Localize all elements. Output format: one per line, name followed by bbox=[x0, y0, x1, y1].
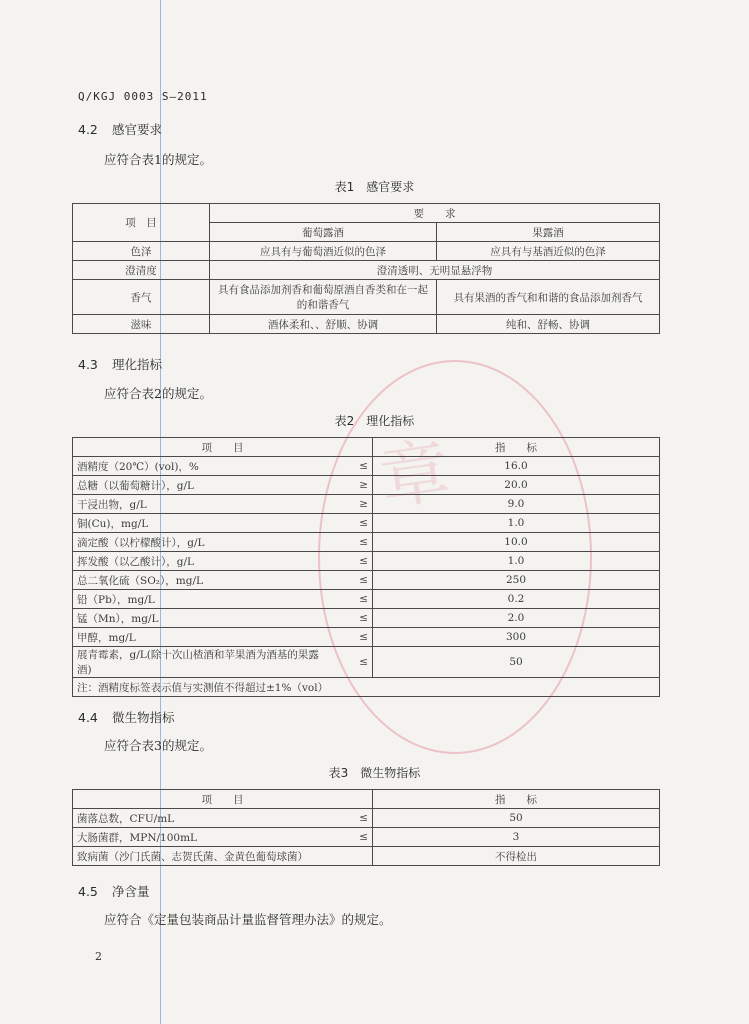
table-cell: ≤ bbox=[324, 647, 373, 678]
table3-col-item: 项 目 bbox=[73, 790, 373, 809]
table-cell: ≤ bbox=[324, 533, 373, 552]
table3-micro bbox=[72, 789, 660, 866]
table-cell: 酒体柔和、、舒顺、协调 bbox=[210, 315, 437, 334]
table-row bbox=[73, 495, 660, 514]
table-cell: ≤ bbox=[324, 514, 373, 533]
table-cell: 50 bbox=[373, 809, 660, 828]
table-cell: 3 bbox=[373, 828, 660, 847]
table2-note: 注：酒精度标签表示值与实测值不得超过±1%（vol） bbox=[73, 678, 660, 697]
table-cell: ≤ bbox=[324, 457, 373, 476]
section-4-4-text: 应符合表3的规定。 bbox=[104, 738, 212, 753]
table-cell: ≤ bbox=[324, 571, 373, 590]
table-cell: 应具有与基酒近似的色泽 bbox=[437, 242, 660, 261]
table2-col-val: 指 标 bbox=[373, 438, 660, 457]
table-cell: 10.0 bbox=[373, 533, 660, 552]
page-number: 2 bbox=[95, 950, 102, 963]
table-row bbox=[73, 571, 660, 590]
table-cell: 挥发酸（以乙酸计），g/L bbox=[73, 552, 325, 571]
document-code: Q/KGJ 0003 S—2011 bbox=[78, 90, 208, 103]
section-number: 4.3 bbox=[78, 357, 98, 372]
table-cell: 50 bbox=[373, 647, 660, 678]
table-note-row bbox=[73, 678, 660, 697]
table-cell: 300 bbox=[373, 628, 660, 647]
section-4-5-text: 应符合《定量包装商品计量监督管理办法》的规定。 bbox=[104, 912, 392, 927]
table-row bbox=[73, 533, 660, 552]
table-cell: 澄清透明、无明显悬浮物 bbox=[210, 261, 660, 280]
table2-caption: 表2 理化指标 bbox=[334, 414, 415, 428]
table-cell: ≤ bbox=[324, 552, 373, 571]
table1-col-item: 项 目 bbox=[73, 204, 210, 242]
table-cell: 锰（Mn），mg/L bbox=[73, 609, 325, 628]
table-cell: ≤ bbox=[324, 628, 373, 647]
section-title: 净含量 bbox=[112, 884, 150, 899]
section-4-2-heading bbox=[78, 120, 162, 138]
table-cell: 0.2 bbox=[373, 590, 660, 609]
table-cell: 1.0 bbox=[373, 552, 660, 571]
table-cell: 干浸出物，g/L bbox=[73, 495, 325, 514]
section-number: 4.5 bbox=[78, 884, 98, 899]
table-cell: 铅（Pb），mg/L bbox=[73, 590, 325, 609]
table-cell: 大肠菌群，MPN/100mL bbox=[73, 828, 325, 847]
table-cell: 具有食品添加剂香和葡萄原酒自香类和在一起的和谐香气 bbox=[210, 280, 437, 315]
section-title: 微生物指标 bbox=[112, 710, 175, 725]
table-cell: ≤ bbox=[324, 828, 373, 847]
table-cell: ≥ bbox=[324, 476, 373, 495]
official-seal-mark: 章 bbox=[374, 429, 456, 521]
table1-col-b: 果露酒 bbox=[437, 223, 660, 242]
table1-col-req: 要 求 bbox=[210, 204, 660, 223]
section-number: 4.4 bbox=[78, 710, 98, 725]
table-row bbox=[73, 514, 660, 533]
table-cell: 总糖（以葡萄糖计），g/L bbox=[73, 476, 325, 495]
section-4-5-heading bbox=[78, 882, 150, 900]
table-cell: 滋味 bbox=[73, 315, 210, 334]
table-cell: 酒精度（20℃）(vol)，% bbox=[73, 457, 325, 476]
table3-caption: 表3 微生物指标 bbox=[328, 766, 421, 780]
table2-body bbox=[73, 457, 660, 697]
table-row bbox=[73, 809, 660, 828]
table-cell: 香气 bbox=[73, 280, 210, 315]
section-title: 感官要求 bbox=[112, 122, 163, 137]
table-cell: 纯和、舒畅、协调 bbox=[437, 315, 660, 334]
table-row bbox=[73, 476, 660, 495]
table-cell: 澄清度 bbox=[73, 261, 210, 280]
table-row bbox=[73, 242, 660, 261]
table3-col-val: 指 标 bbox=[373, 790, 660, 809]
table-row bbox=[73, 847, 660, 866]
table-row bbox=[73, 828, 660, 847]
section-4-3-text: 应符合表2的规定。 bbox=[104, 386, 212, 401]
table-cell: 菌落总数，CFU/mL bbox=[73, 809, 325, 828]
table-cell: 9.0 bbox=[373, 495, 660, 514]
table-row bbox=[73, 315, 660, 334]
table-cell: 具有果酒的香气和和谐的食品添加剂香气 bbox=[437, 280, 660, 315]
table-cell bbox=[324, 847, 373, 866]
section-4-4-heading bbox=[78, 708, 175, 726]
table-cell: 20.0 bbox=[373, 476, 660, 495]
table-row bbox=[73, 647, 660, 678]
table-cell: 甲醇，mg/L bbox=[73, 628, 325, 647]
section-title: 理化指标 bbox=[112, 357, 163, 372]
table-cell: 展青霉素，g/L(除十次山楂酒和苹果酒为酒基的果露酒) bbox=[73, 647, 325, 678]
table-cell: 16.0 bbox=[373, 457, 660, 476]
table-cell: ≥ bbox=[324, 495, 373, 514]
table-cell: 色泽 bbox=[73, 242, 210, 261]
table-row bbox=[73, 590, 660, 609]
section-4-3-heading bbox=[78, 355, 162, 373]
table-row bbox=[73, 457, 660, 476]
table-cell: 不得检出 bbox=[373, 847, 660, 866]
section-4-2-text: 应符合表1的规定。 bbox=[104, 152, 212, 167]
table-row bbox=[73, 628, 660, 647]
table-row bbox=[73, 609, 660, 628]
table-row bbox=[73, 280, 660, 315]
table-cell: 铜(Cu)，mg/L bbox=[73, 514, 325, 533]
table-cell: 1.0 bbox=[373, 514, 660, 533]
table-cell: ≤ bbox=[324, 590, 373, 609]
table-cell: ≤ bbox=[324, 809, 373, 828]
table-cell: 2.0 bbox=[373, 609, 660, 628]
table-cell: 总二氧化硫（SO₂），mg/L bbox=[73, 571, 325, 590]
table2-col-item: 项 目 bbox=[73, 438, 373, 457]
table1-col-a: 葡萄露酒 bbox=[210, 223, 437, 242]
table-cell: 250 bbox=[373, 571, 660, 590]
table-cell: 滴定酸（以柠檬酸计），g/L bbox=[73, 533, 325, 552]
table-cell: 致病菌（沙门氏菌、志贺氏菌、金黄色葡萄球菌） bbox=[73, 847, 325, 866]
table1-sensory bbox=[72, 203, 660, 334]
table-cell: ≤ bbox=[324, 609, 373, 628]
table2-physchem bbox=[72, 429, 660, 697]
table-row bbox=[73, 261, 660, 280]
table-cell: 应具有与葡萄酒近似的色泽 bbox=[210, 242, 437, 261]
table-row bbox=[73, 552, 660, 571]
table1-caption: 表1 感官要求 bbox=[334, 180, 415, 194]
section-number: 4.2 bbox=[78, 122, 98, 137]
